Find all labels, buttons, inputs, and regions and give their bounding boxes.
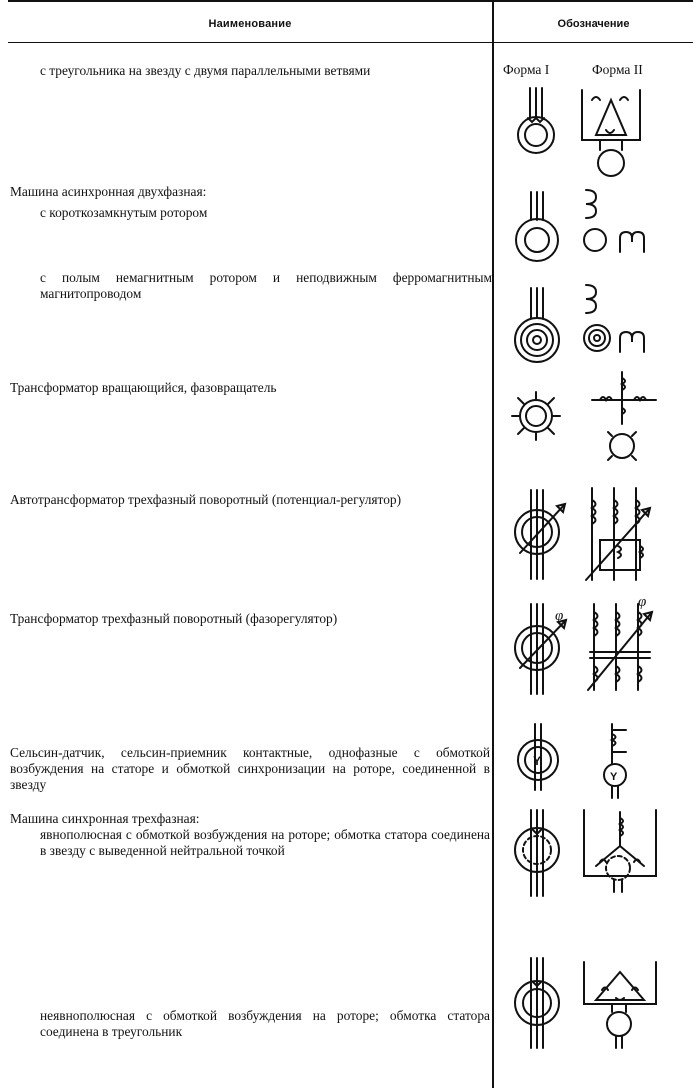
row-async-hollow-rotor: с полым немагнитным ротором и неподвижным ферромагнитным магнитопроводом xyxy=(40,270,492,301)
symbol-r3-form1 xyxy=(512,392,560,440)
phi-symbol-2: φ xyxy=(638,594,647,610)
phi-symbol-1: φ xyxy=(555,608,564,624)
symbol-r2a-form2 xyxy=(584,190,644,252)
symbol-r7b-form2 xyxy=(584,962,656,1048)
symbol-r1-form1 xyxy=(518,88,554,153)
row-sync-salient: явнополюсная с обмоткой возбуждения на роторе; обмотка статора соединена в звезду с выведенной нейтральной точкой xyxy=(40,827,490,858)
symbol-r3-form2 xyxy=(592,372,656,460)
star-y-1: Y xyxy=(533,754,542,768)
form-1-label: Форма I xyxy=(503,62,550,77)
symbol-r2a-form1 xyxy=(516,192,558,261)
symbol-r4-form1 xyxy=(515,490,565,579)
form-2-label: Форма II xyxy=(592,62,643,77)
symbol-r5-form2 xyxy=(588,604,652,690)
symbols-drawing xyxy=(494,0,693,1088)
row-rotating-transformer: Трансформатор вращающийся, фазовращатель xyxy=(10,380,277,395)
row-autotransformer: Автотрансформатор трехфазный поворотный (потенциал-регулятор) xyxy=(10,492,402,507)
header-name: Наименование xyxy=(208,18,292,30)
header-symbol: Обозначение xyxy=(557,18,630,30)
row-selsyn: Сельсин-датчик, сельсин-приемник контактные, однофазные с обмоткой возбуждения на статоре и обмоткой синхронизации на роторе, соединенной в звезду xyxy=(10,745,490,792)
symbol-r2b-form1 xyxy=(515,288,559,362)
symbol-r7a-form1 xyxy=(515,810,559,896)
symbol-r7a-form2 xyxy=(584,810,656,892)
row-sync-nonsalient: неявнополюсная с обмоткой возбуждения на роторе; обмотка статора соединена в треугольник xyxy=(40,1008,490,1039)
star-y-2: Y xyxy=(610,771,618,783)
row-triangle-star: с треугольника на звезду с двумя параллельными ветвями xyxy=(40,63,371,78)
symbol-r2b-form2 xyxy=(584,285,644,352)
row-async-2ph-title: Машина асинхронная двухфазная: xyxy=(10,184,207,199)
symbol-r6-form2 xyxy=(604,724,626,798)
symbol-r4-form2 xyxy=(586,488,650,580)
row-phase-regulator: Трансформатор трехфазный поворотный (фазорегулятор) xyxy=(10,611,338,626)
symbol-r7b-form1 xyxy=(515,958,559,1048)
symbol-r1-form2 xyxy=(582,90,640,176)
row-async-squirrel: с короткозамкнутым ротором xyxy=(40,205,208,220)
row-sync-3ph-title: Машина синхронная трехфазная: xyxy=(10,811,200,826)
